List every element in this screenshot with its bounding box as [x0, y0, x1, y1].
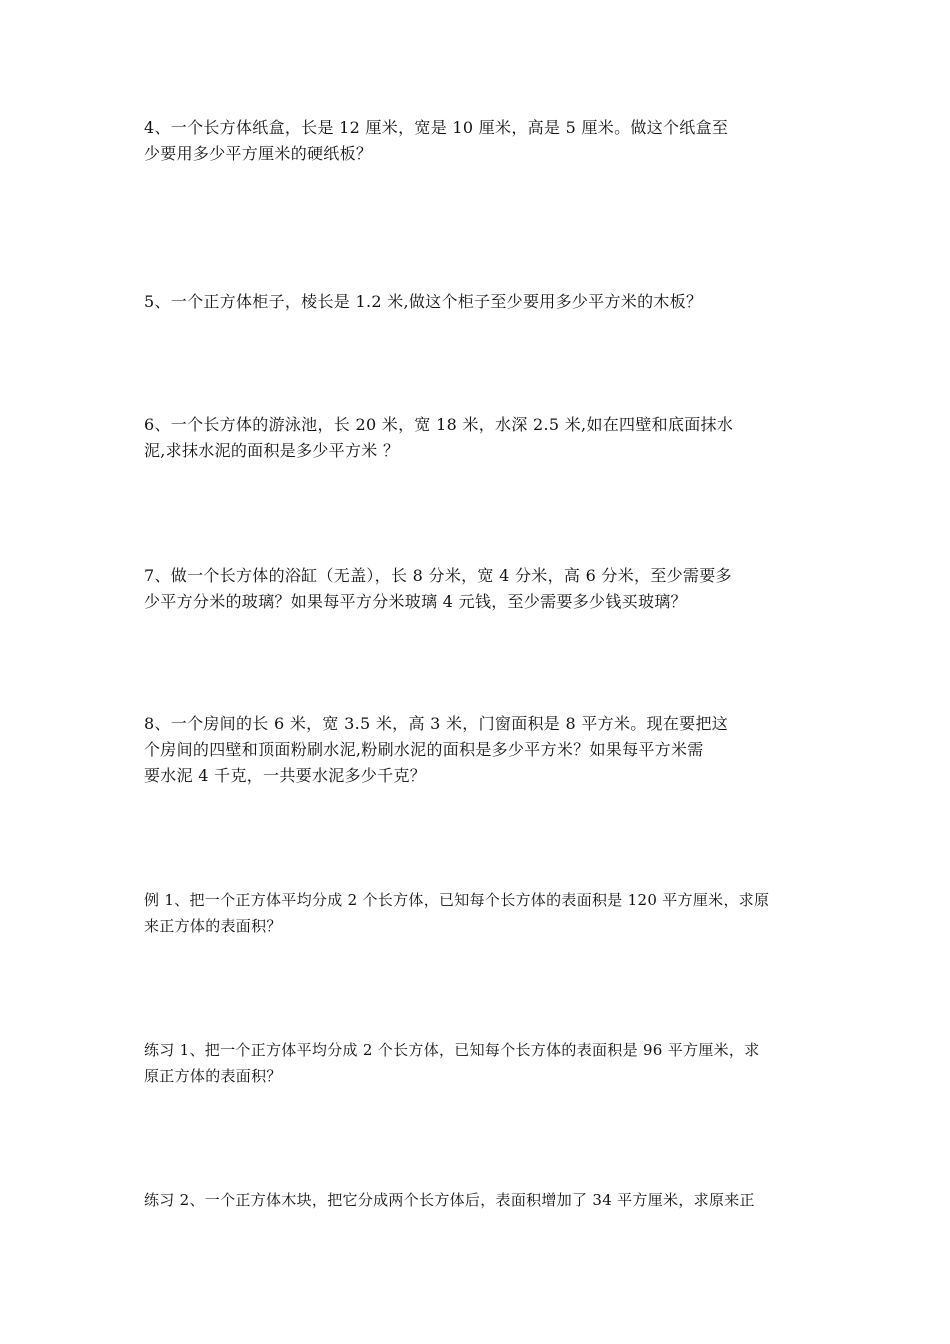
- problem-text-line: 原正方体的表面积？: [144, 1067, 282, 1085]
- example-1: [144, 887, 808, 939]
- problem-text-line: 例 1、把一个正方体平均分成 2 个长方体，已知每个长方体的表面积是 120 平方厘米，求原: [144, 891, 770, 909]
- problem-text-line: 来正方体的表面积？: [144, 917, 282, 935]
- problem-text-line: 练习 2、一个正方体木块，把它分成两个长方体后，表面积增加了 34 平方厘米，求原来正: [144, 1191, 755, 1209]
- practice-2: [144, 1187, 808, 1213]
- problem-7: [144, 563, 808, 615]
- problem-text-line: 少要用多少平方厘米的硬纸板？: [144, 144, 373, 163]
- problem-text-line: 泥,求抹水泥的面积是多少平方米 ？: [144, 441, 400, 460]
- problem-5: [144, 289, 808, 315]
- problem-text-line: 练习 1、把一个正方体平均分成 2 个长方体，已知每个长方体的表面积是 96 平方厘米，求: [144, 1041, 760, 1059]
- problem-text-line: 4、一个长方体纸盒，长是 12 厘米，宽是 10 厘米，高是 5 厘米。做这个纸盒至: [144, 118, 729, 137]
- problem-text-line: 7、做一个长方体的浴缸（无盖），长 8 分米，宽 4 分米，高 6 分米，至少需要多: [144, 566, 732, 585]
- problem-text-line: 少平方分米的玻璃？如果每平方分米玻璃 4 元钱，至少需要多少钱买玻璃？: [144, 592, 687, 611]
- problem-text-line: 6、一个长方体的游泳池，长 20 米，宽 18 米，水深 2.5 米,如在四壁和底面抹水: [144, 415, 734, 434]
- problem-6: [144, 412, 808, 464]
- practice-1: [144, 1037, 808, 1089]
- problem-text-line: 5、一个正方体柜子，棱长是 1.2 米,做这个柜子至少要用多少平方米的木板？: [144, 292, 703, 311]
- problem-8: [144, 711, 808, 789]
- problem-text-line: 要水泥 4 千克，一共要水泥多少千克？: [144, 766, 427, 785]
- problem-4: [144, 115, 808, 167]
- problem-text-line: 8、一个房间的长 6 米，宽 3.5 米，高 3 米，门窗面积是 8 平方米。现在要把这: [144, 714, 729, 733]
- problem-text-line: 个房间的四壁和顶面粉刷水泥,粉刷水泥的面积是多少平方米？如果每平方米需: [144, 740, 704, 759]
